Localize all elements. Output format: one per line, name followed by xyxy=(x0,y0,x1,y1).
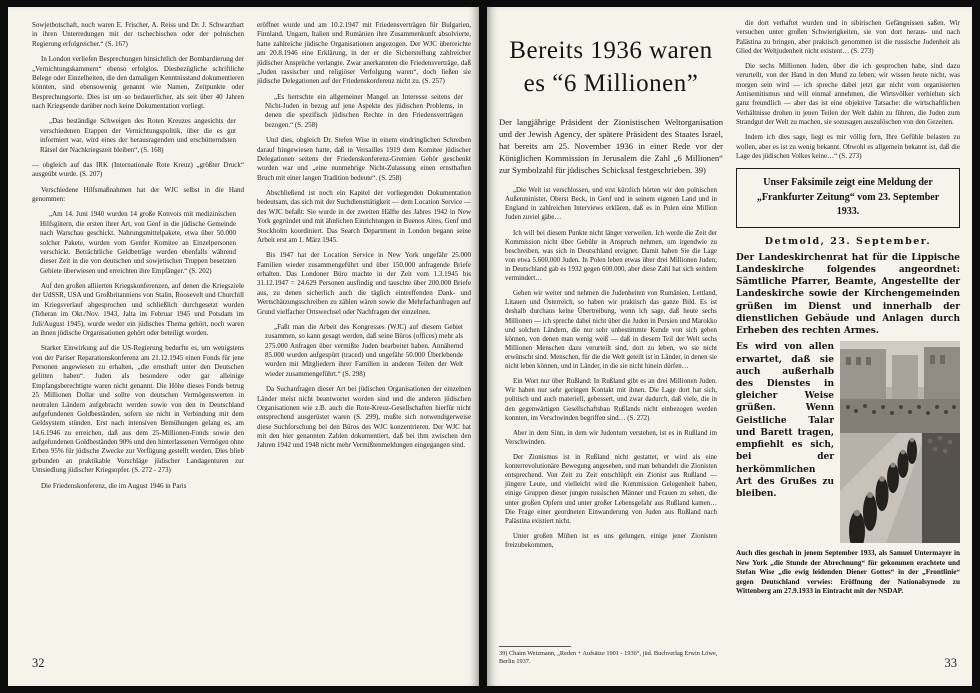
paragraph: Sowjetbotschaft, noch waren E. Frischer, A. Reiss und Dr. J. Schwarzbart in ihren Unterredungen mit der tschechischen oder der polnischen Regierung erfolgreicher.“ (S. 167) xyxy=(32,21,244,48)
paragraph: „Die Welt ist verschlossen, und erst kürzlich hörten wir den polnischen Außenminister, Oberst Beck, in Genf und in seinem eigenen Land und in England in zahlreichen Interviews erklären, daß es in Polen eine Million Juden zuviel gäbe… xyxy=(505,187,717,222)
paragraph: Ich will bei diesem Punkte nicht länger verweilen. Ich werde die Zeit der Kommission nicht über Gebühr in Anspruch nehmen, um irgendwie zu beschreiben, was sich in Deutschland ereignet. Damit haben Sie die Lage von etwa 5.600.000 Juden. In Polen leben etwas über drei Millionen Juden; in Deutschland gab es 1932 gegen 600.000, aber diese Zahl hat sich seitdem vermindert… xyxy=(505,229,717,283)
footnote-rule xyxy=(499,646,571,647)
paragraph: Starker Einwirkung auf die US-Regierung bedurfte es, um wenigstens von der Pariser Reparationskonferenz am 21.12.1945 einen Fonds für jene Personen angewiesen zu erhalten, „die ernsthaft unter den Deutschen gelitten haben“. Juden als besondere oder gar alleinige Empfangsberechtigte waren nicht genannt. Die Höhe dieses Fonds betrug 25 Millionen Dollar und sollte von deutschen Vermögenswerten in neutralen Ländern aufgebracht werden sowie von den in Deutschland aufgefundenen Goldbeständen, sofern sie nicht in Verbindung mit dem Geldsystem stünden. Erst nach intensiven Bemühungen gelang es, am 14.6.1946 zu erreichen, daß aus dem 25-Millionen-Fonds sowie den aufgefundenen Goldbeständen 90% und den hinterlassenen Vermögen ohne Erben 95% für jüdische Zwecke zur Verfügung gestellt werden. Dies blieb gebunden an praktikable Vorschläge jüdischer Landagenturen zur Umsiedlung jüdischer Kriegsopfer. (S. 272 - 273) xyxy=(32,344,244,475)
right-column-2 xyxy=(736,19,960,597)
paragraph: Und dies, obgleich Dr. Stefen Wise in einem eindringlichen Schreiben darauf hingewiesen hatte, daß in Versailles 1919 dem Komitee jüdischer Delegationen seitens der Friedenskonferenz-Gremien Gehör geschenkt worden war und „eine nunmehrige Nicht-Zulassung einen ernsthaften Bruch mit einer langen Tradition bedeute“. (S. 258) xyxy=(257,136,471,182)
procession-photo xyxy=(840,341,960,543)
facsimile-dateline: Detmold, 23. September. xyxy=(764,235,932,247)
paragraph: Indem ich dies sage, liegt es mir völlig fern, Ihre Gefühle belasten zu wollen, aber es ist zu wenig bekannt. Obwohl es allgemein bekannt ist, daß die Lage des jüdischen Volkes keine…“ (S. 273) xyxy=(736,133,960,160)
headline-line-1: Bereits 1936 waren xyxy=(509,37,713,64)
paragraph: Ein Wort nur über Rußland: In Rußland gibt es an drei Millionen Juden. Wir haben nur sehr geringen Kontakt mit ihnen. Die Lage dort hat sich, politisch und auch materiell, gebessert, und zwar dadurch, daß viele, die in den gegenwärtigen Gesellschaftsbau Rußlands nicht einbezogen werden konnten, im Verschwinden begriffen sind… (S. 272) xyxy=(505,378,717,422)
paragraph: Die Friedenskonferenz, die im August 1946 in Paris xyxy=(41,481,187,490)
headline-line-2: es “6 Millionen” xyxy=(523,69,699,97)
paragraph: Die sechs Millionen Juden, über die ich gesprochen habe, sind dazu verurteilt, von der Hand in den Mund zu leben; wir wissen heute nicht, was morgen sein wird — ich spreche dabei jetzt gar nicht vom organisierten Antisemitismus und will einmal annehmen, die Wirtsvölker verhielten sich ganz freundlich — aber das ist eine objektive Tatsache: die wirtschaftlichen Verhältnisse drohen in jenen Teilen der Welt dahin zu führen, die Juden zum Strandgut der Welt zu machen, sie sozusagen auszulöschen von den Gezeiten. xyxy=(736,62,960,126)
paragraph: Unter großen Mühen ist es uns gelungen, einige jener Zionisten freizubekommen, xyxy=(505,532,717,549)
left-column-1 xyxy=(32,21,244,497)
paragraph: „Es herrschte ein allgemeiner Mangel an Interesse seitens der Nicht-Juden in bezug auf jene Aspekte des jüdischen Problems, in denen die spezifisch jüdischen Rechte in den Friedensverträgen bezogen.“ (S. 258) xyxy=(265,92,463,129)
paragraph: „Faßt man die Arbeit des Kongresses (WJC) auf diesem Gebiet zusammen, so kann gesagt werden, daß seine Büros (offices) mehr als 275.000 Anfragen über vermißte Juden bearbeitet haben. Annähernd 85.000 wurden aufgespürt (traced) und ungefähr 50.000 Überlebende wurden mit Mitgliedern ihrer Familien in anderen Teilen der Welt wieder zusammengeführt.“ (S. 298) xyxy=(265,322,463,378)
article-headline xyxy=(499,35,723,100)
footnote xyxy=(499,646,723,666)
page-number-right: 33 xyxy=(944,656,957,670)
page-right xyxy=(487,7,972,686)
page-left xyxy=(8,7,479,686)
paragraph: eröffnet wurde und am 10.2.1947 mit Friedensverträgen für Bulgarien, Finnland, Ungarn, Italien und Rumänien ihre Zusammenkunft absolvierte, hatte zahlreiche jüdische Organisationen angezogen. Der WJC überreichte am 20.8.1946 eine Erklärung, in der er die Sicherstellung zahlreicher jüdischer Ansprüche verlangte. Zwar anerkannten die Friedensverträge, daß „Juden rassischer und religiöser Verfolgung waren“, doch ließen sie jüdische Delegationen auf der Friedenskonferenz nicht zu. (S. 257) xyxy=(257,21,471,86)
paragraph: Aber in dem Sinn, in dem wir Judentum verstehen, ist es in Rußland im Verschwinden. xyxy=(505,429,717,446)
paragraph: Der Zionismus ist in Rußland nicht gestattet, er wird als eine konterrevolutionäre Bewegung angesehen, und man behandelt die Zionisten entsprechend. Von Zeit zu Zeit entschlüpft ein Zionist aus Rußland — jüngere Leute, und vielleicht wird die Kommission Gelegenheit haben, einige Gruppen dieser jungen russischen Männer und Frauen zu sehen, die unter großen Opfern und unter großer Lebensgefahr aus Rußland kamen… Die Frage einer geordneten Einwanderung von Juden aus Rußland nach Palästina existiert nicht. xyxy=(505,454,717,525)
photo-caption: Auch dies geschah in jenem September 1933, als Samuel Untermayer in New York „die Stunde der Abrechnung“ für gekommen erachtete und Stefan Wise „die ewig leidenden Diener Gottes“ in der „Frontlinie“ gegen Deutschland verwies: Eröffnung der Nationalsynode zu Wittenberg am 27.9.1933 in Eintracht mit der NSDAP. xyxy=(736,549,960,596)
right-column-1 xyxy=(499,15,723,678)
paragraph: Da Suchanfragen dieser Art bei jüdischen Organisationen der einzelnen Länder meist nicht beantwortet worden sind und die anderen jüdischen Organisationen wie z.B. auch die Rote-Kreuz-Gesellschaften hierfür nicht entsprechend ausgerüstet waren (S. 299), mußte sich notwendigerweise diese Suchforschung bei den Büros des WJC konzentrieren. Der WJC hat mit den hier genannten Zahlen dokumentiert, daß bei ihm zwischen den Jahren 1942 und 1948 nicht mehr Vermißtenmeldungen eingegangen sind. xyxy=(257,385,471,450)
paragraph: Verschiedene Hilfsmaßnahmen hat der WJC selbst in die Hand genommen: xyxy=(32,185,244,203)
facsimile-note-box: Unser Faksimile zeigt eine Meldung der „Frankfurter Zeitung“ vom 23. September 1933. xyxy=(736,168,960,228)
facsimile-body-1: Der Landeskirchenrat hat für die Lippische Landeskirche folgendes angeordnet: Sämtliche Pfarrer, Beamte, Angestellte der Landeskirche sowie der Kirchengemeinden grüßen im Dienst und innerhalb der dienstlichen Gebäude und Anlagen durch Erheben des rechten Armes. xyxy=(736,252,960,337)
paragraph: Abschließend ist noch ein Kapitel der vorliegenden Dokumentation bedeutsam, das sich mit der Suchdiensttätigkeit — dem Location Service — des WJC befaßt: Sie wurde in der zweiten Hälfte des Jahres 1942 in New York gegründet und mit ähnlichen Einrichtungen in Buenos Aires, Genf und Stockholm koordiniert. Das Search Department in London begann seine Arbeit erst am 1. März 1945. xyxy=(257,189,471,244)
facsimile-row xyxy=(736,341,960,543)
procession-photo-svg xyxy=(840,341,960,543)
paragraph: — obgleich auf das IRK (Internationale Rote Kreuz) „größter Druck“ ausgeübt wurde. (S. 207) xyxy=(32,160,244,179)
speech-quote-continuation xyxy=(736,19,960,161)
paragraph: die dort verhaftet wurden und in sibirischen Gefängnissen saßen. Wir versuchen unter großen Schwierigkeiten, sie von dort heraus- und nach Palästina zu bringen, aber praktisch genommen ist die russische Judenheit als Glied der Weltjudenheit nicht existent… (S. 273) xyxy=(736,19,960,55)
paragraph: In London verliefen Besprechungen hinsichtlich der Bombardierung der „Vernichtungskammern“ ebenso erfolglos. Diesbezügliche schriftliche Belege oder Einzelheiten, die den damaligen Kenntnisstand dokumentieren könnten, sind ebensowenig genannt wie Namen, Zeitpunkte oder Besprechungsorte. Dies ist um so bedauerlicher, als seit über 40 Jahren nach Kriegsende darüber noch keine Dokumentation vorliegt. xyxy=(32,55,244,110)
article-intro: Der langjährige Präsident der Zionistischen Weltorganisation und der Jewish Agency, der spätere Präsident des Staates Israel, hat bereits am 25. November 1936 in einer Rede vor der Königlichen Kommission in Jerusalem die Zahl „6 Millionen“ zur Symbolzahl für jüdisches Schicksal festgeschrieben. 39) xyxy=(499,117,723,176)
footnote-text: 39) Chaim Weizmann, „Reden + Aufsätze 1901 - 1936“, jüd. Buchverlag Erwin Löwe, Berlin 1937. xyxy=(499,649,718,665)
facsimile-body-2: Es wird von allen erwartet, daß sie auch außerhalb des Dienstes in gleicher Weise grüßen. Wenn Geistliche Talar und Barett tragen, empfiehlt es sich, bei der herkömmlichen Art des Grußes zu bleiben. xyxy=(736,342,834,500)
speech-quote-block xyxy=(499,186,723,550)
facsimile-clipping xyxy=(736,236,960,544)
page-number-left: 32 xyxy=(32,656,45,670)
paragraph: Bis 1947 hat der Location Service in New York ungefähr 25.000 Familien wieder zusammengeführt und über 150.000 anfragende Briefe erhalten. Das Londoner Büro machte in der Zeit vom 1.3.1945 bis 31.12.1947 = 24.629 Personen ausfindig und tauschte über 200.000 Briefe aus, zu denen sicherlich auch die täglich eintreffenden Dank- und Wertschätzungsschreiben zu zählen wären sowie die Mehrfachanfragen auf Grund vielfacher Ortswechsel oder Nachfragen der einzelnen. xyxy=(257,251,471,316)
paragraph: Gehen wir weiter und nehmen die Judenheiten von Rumänien, Lettland, Litauen und Österreich, so haben wir praktisch das ganze Bild. Es ist deshalb durchaus keine Übertreibung, wenn ich sage, daß heute sechs Millionen — ich spreche dabei nicht über die Juden in Persien und Marokko und solchen Ländern, die nur sehr unbestimmte Kunde von sich geben können, von denen man wenig weiß — daß in diesem Teil der Welt sechs Millionen Menschen dazu verurteilt sind, dort zu leben, wo sie nicht erwünscht sind. Menschen, für die die Welt geteilt ist in Länder, in denen sie nicht leben können, und in Länder, in die sie nicht hinein dürfen… xyxy=(505,290,717,371)
paragraph: „Am 14. Juni 1940 wurden 14 große Konvois mit medizinischen Hilfsgütern, die ersten ihrer Art, von Genf in die jüdische Gemeinde nach Warschau geschickt. Nahrungsmittelpakete, etwa über 50.000 solcher Pakete, wurden vom Genfer Komitee an Einzelpersonen verschickt. Beträchtliche Geldbeträge wurden ebenfalls während dieser Zeit in die von deutschen und sowjetischen Truppen besetzten Gebiete überwiesen und erreichten ihre Empfänger.“ (S. 202) xyxy=(40,210,236,275)
paragraph: „Das beständige Schweigen des Roten Kreuzes angesichts der verschiedenen Etappen der Vernichtungspolitik, über die es gut informiert war, wird eines der herausragenden und erschütterndsten Rätsel der Nachkriegszeit bleiben“, (S. 168) xyxy=(40,117,236,154)
paragraph: Auf den großen alliierten Kriegskonferenzen, auf denen die Kriegsziele der UdSSR, USA und Großbritanniens von Stalin, Roosevelt und Churchill im Kriegsverlauf abgesprochen und schließlich durchgesetzt wurden (Teheran im Okt./Nov. 1943, Jalta im Februar 1945 und Potsdam im Juli/August 1945), wurde weder ein jüdisches Thema gehört, noch waren an ihnen jüdische Organisationen gehört oder beteiligt worden. xyxy=(32,282,244,337)
left-column-2 xyxy=(257,21,471,457)
